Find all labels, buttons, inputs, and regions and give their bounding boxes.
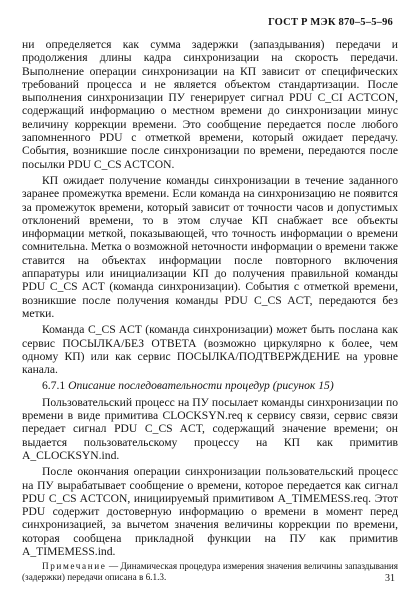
section-number: 6.7.1 <box>42 379 66 393</box>
standard-header: ГОСТ Р МЭК 870–5–5–96 <box>268 17 393 28</box>
paragraph-2: КП ожидает получение команды синхронизации в течение заданного заранее промежутка времени. Если команда на синхронизацию не появится за промежуток времени, который зависит от точности часов и допустимых отклонений времени, то в этом случае КП снабжает все объекты информации меткой, показывающей, что точность информации о времени сомнительна. Метка о возможной неточности информации о времени также ставится на объектах информации после повторного включения аппаратуры или инициализации КП до получения правильной команды PDU C_CS ACT (команда синхронизации). События с отметкой времени, возникшие после получения команды PDU C_CS ACT, передаются без метки. <box>22 173 398 320</box>
body-text <box>22 38 398 583</box>
section-title: Описание последовательности процедур (рисунок 15) <box>68 379 334 393</box>
page-number: 31 <box>385 573 395 584</box>
paragraph-3: Команда C_CS ACT (команда синхронизации) может быть послана как сервис ПОСЫЛКА/БЕЗ ОТВЕТА (возможно циркулярно к более, чем одному КП) или как сервис ПОСЫЛКА/ПОДТВЕРЖДЕНИЕ на уровне канала. <box>22 323 398 377</box>
paragraph-4: Пользовательский процесс на ПУ посылает команды синхронизации по времени в виде примитива CLOCKSYN.req к сервису связи, сервис связи передает сигнал PDU C_CS ACT, содержащий значение времени; он выдается пользовательскому процессу на КП как примитив A_CLOCKSYN.ind. <box>22 395 398 462</box>
note-label: Примечание <box>42 561 107 572</box>
paragraph-1: ни определяется как сумма задержки (запаздывания) передачи и продолжения длины кадра синхронизации на скорость передачи. Выполнение операции синхронизации на КП зависит от специфических требований процесса и не является объектом стандартизации. После выполнения синхронизации ПУ генерирует сигнал PDU C_CI ACTCON, содержащий информацию о местном времени до синхронизации минус величину коррекции времени. Это сообщение передается после любого запомненного PDU с отметкой времени, который ожидает передачу. События, возникшие после синхронизации по времени, передаются после посылки PDU C_CS ACTCON. <box>22 38 398 171</box>
note <box>22 561 398 583</box>
section-heading <box>22 379 398 392</box>
paragraph-5: После окончания операции синхронизации пользовательский процесс на ПУ вырабатывает сообщение о времени, которое передается как сигнал PDU C_CS ACTCON, инициируемый примитивом A_TIMEMESS.req. Этот PDU содержит достоверную информацию о времени в момент перед синхронизацией, за вычетом значения величины коррекции по времени, которая сообщена прикладной функции на ПУ как примитив A_TIMEMESS.ind. <box>22 465 398 558</box>
note-text: — Динамическая процедура измерения значения величины запаздывания (задержки) передачи описана в 6.1.3. <box>22 561 399 583</box>
